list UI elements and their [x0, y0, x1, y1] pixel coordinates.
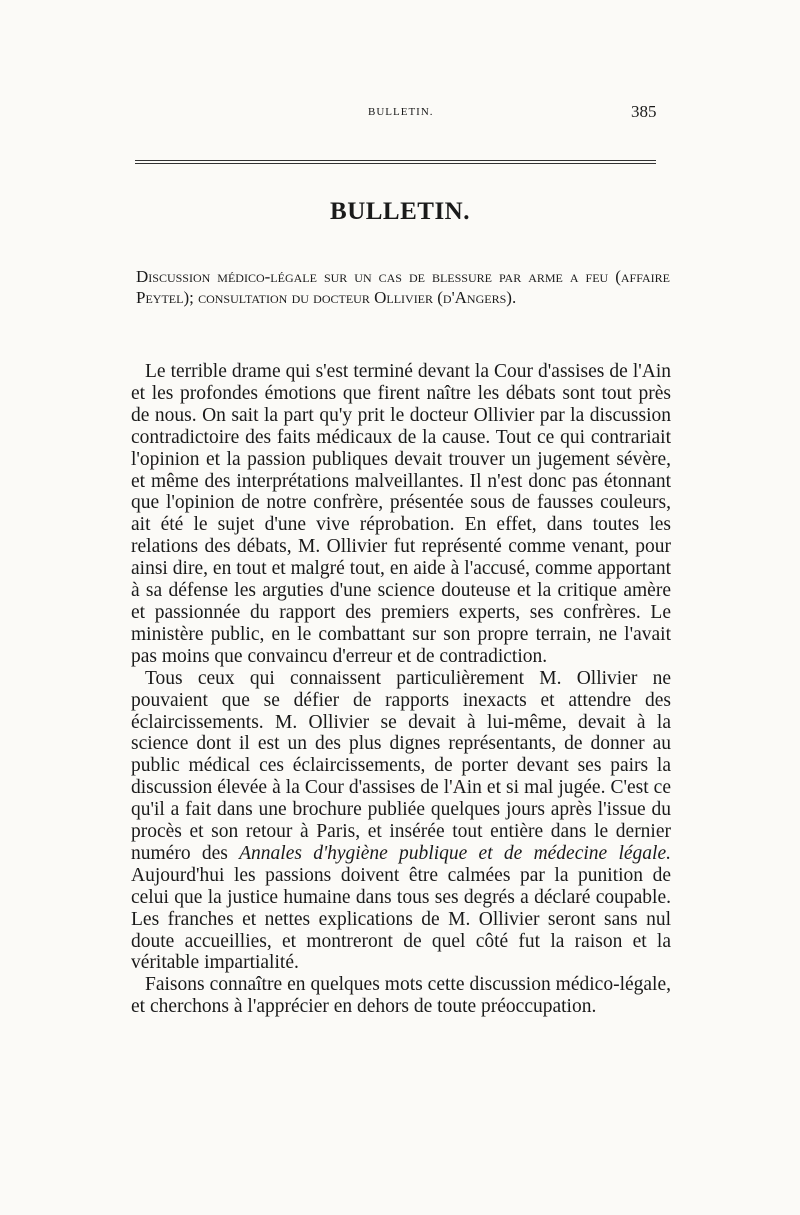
paragraph-3: Faisons connaître en quelques mots cette discussion médico-légale, et cherchons à l'apprécier en dehors de toute préoccupation.	[131, 974, 671, 1018]
running-header: BULLETIN.	[368, 106, 434, 118]
header-divider	[135, 160, 656, 164]
paragraph-2-text-a: Tous ceux qui connaissent particulièrement M. Ollivier ne pouvaient que se défier de rapports inexacts et attendre des éclaircissements. M. Ollivier se devait à lui-même, devait à la science dont il est un des plus dignes représentants, de donner au public médical ces éclaircissements, de porter devant ses pairs la discussion élevée à la Cour d'assises de l'Ain et si mal jugée. C'est ce qu'il a fait dans une brochure publiée quelques jours après l'issue du procès et son retour à Paris, et insérée tout entière dans le dernier numéro des	[131, 667, 671, 864]
paragraph-2-text-b: Aujourd'hui les passions doivent être calmées par la punition de celui que la justice humaine dans tous ses degrés a déclaré coupable. Les franches et nettes explications de M. Ollivier seront sans nul doute accueillies, et montreront de quel côté fut la raison et la véritable impartialité.	[131, 864, 671, 974]
paragraph-2	[131, 668, 671, 975]
article-body	[131, 361, 671, 1018]
section-heading: BULLETIN.	[330, 198, 470, 225]
paragraph-1: Le terrible drame qui s'est terminé devant la Cour d'assises de l'Ain et les profondes émotions que firent naître les débats sont tout près de nous. On sait la part qu'y prit le docteur Ollivier par la discussion contradictoire des faits médicaux de la cause. Tout ce qui contrariait l'opinion et la passion publiques devait trouver un jugement sévère, et même des interprétations malveillantes. Il n'est donc pas étonnant que l'opinion de notre confrère, présentée sous de fausses couleurs, ait été le sujet d'une vive réprobation. En effet, dans toutes les relations des débats, M. Ollivier fut représenté comme venant, pour ainsi dire, en tout et malgré tout, en aide à l'accusé, comme apportant à sa défense les arguties d'une science douteuse et la critique amère et passionnée du rapport des premiers experts, ses confrères. Le ministère public, en le combattant sur son propre terrain, ne l'avait pas moins que convaincu d'erreur et de contradiction.	[131, 361, 671, 667]
article-subheading: Discussion médico-légale sur un cas de blessure par arme a feu (affaire Peytel); consultation du docteur Ollivier (d'Angers).	[136, 267, 670, 307]
page-number: 385	[631, 102, 657, 121]
journal-title: Annales d'hygiène publique et de médecine légale.	[239, 842, 671, 864]
